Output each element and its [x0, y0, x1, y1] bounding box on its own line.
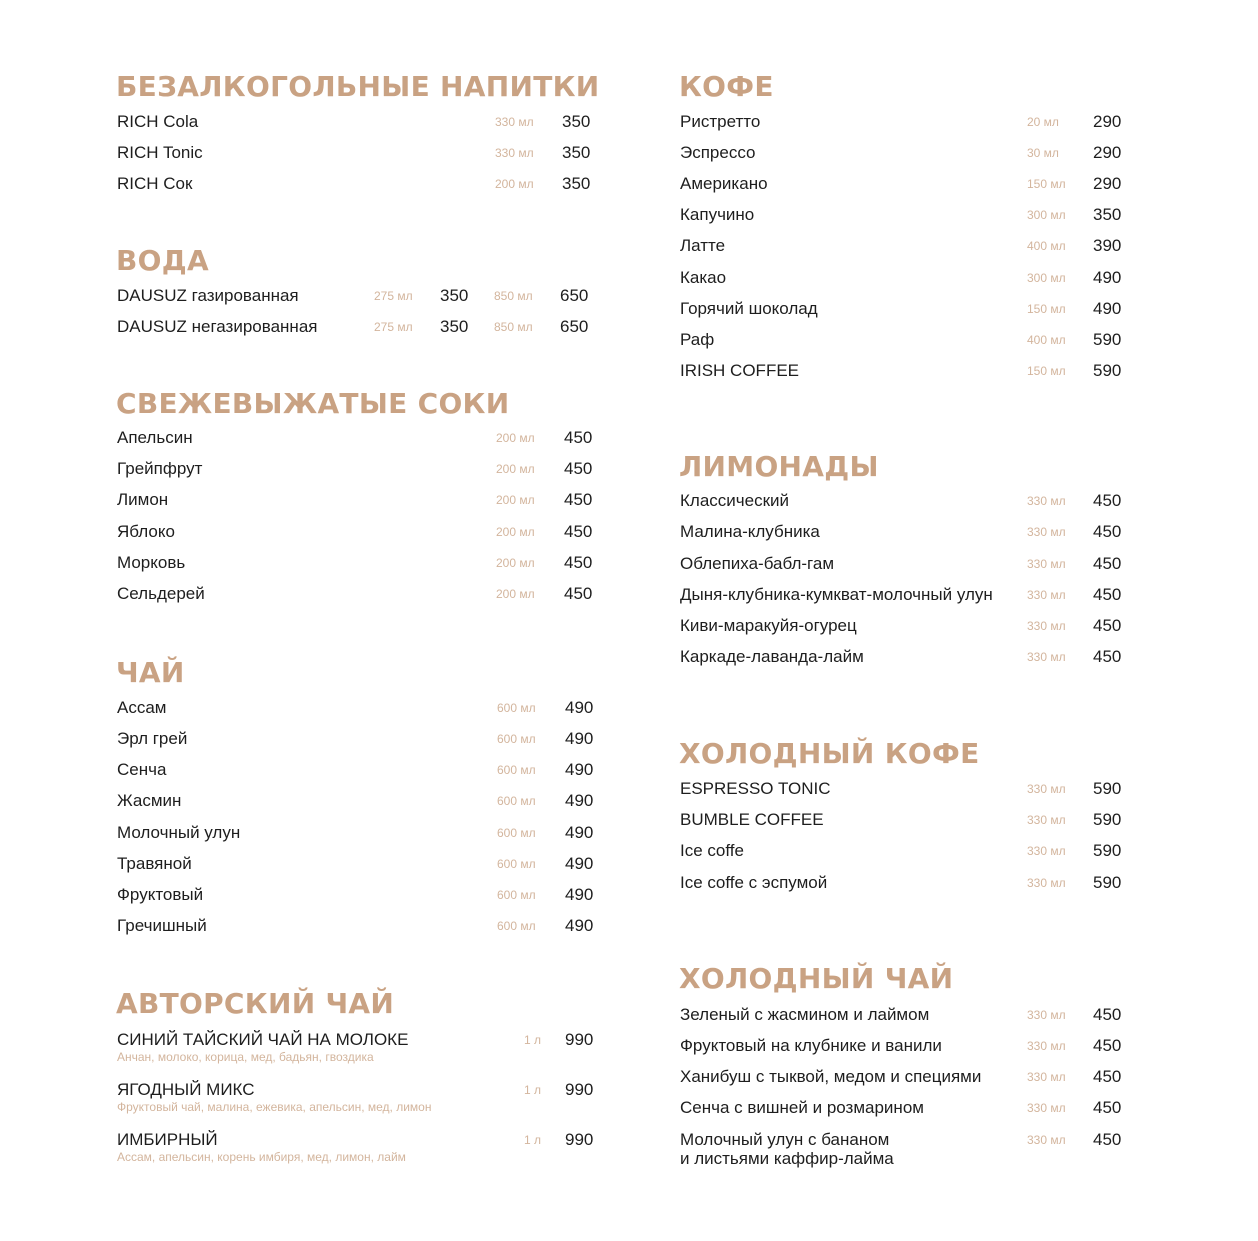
menu-item — [117, 583, 597, 607]
item-name: Раф — [680, 330, 715, 349]
item-name: Зеленый с жасмином и лаймом — [680, 1005, 930, 1024]
section-title-lemonades: ЛИМОНАДЫ — [679, 450, 879, 483]
item-volume: 600 мл — [497, 919, 536, 933]
item-price: 450 — [1093, 1098, 1122, 1117]
item-name: DAUSUZ газированная — [117, 286, 299, 305]
item-volume: 150 мл — [1027, 177, 1066, 191]
item-volume: 600 мл — [497, 763, 536, 777]
item-price: 590 — [1093, 779, 1122, 798]
item-volume: 330 мл — [1027, 619, 1066, 633]
menu-item — [117, 427, 597, 451]
item-name: Ристретто — [680, 112, 761, 131]
item-name: Ассам — [117, 698, 167, 717]
item-price: 590 — [1093, 330, 1122, 349]
item-price: 490 — [565, 885, 594, 904]
menu-item — [117, 915, 597, 939]
item-price: 990 — [565, 1080, 594, 1099]
item-volume: 200 мл — [495, 177, 534, 191]
item-name: Грейпфрут — [117, 459, 203, 478]
item-name: Капучино — [680, 205, 755, 224]
item-price: 450 — [564, 553, 593, 572]
item-price: 350 — [562, 112, 591, 131]
menu-item — [117, 142, 597, 166]
item-volume: 330 мл — [495, 146, 534, 160]
item-volume-large: 850 мл — [494, 289, 533, 303]
menu-item — [680, 111, 1140, 135]
item-name: Ханибуш с тыквой, медом и специями — [680, 1067, 982, 1086]
item-volume: 300 мл — [1027, 271, 1066, 285]
menu-item — [680, 646, 1140, 670]
menu-item — [680, 809, 1140, 833]
item-price: 450 — [1093, 647, 1122, 666]
item-volume: 600 мл — [497, 732, 536, 746]
menu-item — [680, 204, 1140, 228]
item-volume: 330 мл — [1027, 1039, 1066, 1053]
item-name: DAUSUZ негазированная — [117, 317, 318, 336]
item-volume: 330 мл — [1027, 1133, 1066, 1147]
menu-item — [117, 521, 597, 545]
item-name: IRISH COFFEE — [680, 361, 800, 380]
section-title-cold-coffee: ХОЛОДНЫЙ КОФЕ — [679, 737, 980, 770]
item-description: Анчан, молоко, корица, мед, бадьян, гвоздика — [117, 1050, 374, 1064]
item-volume: 1 л — [524, 1133, 542, 1147]
item-price: 350 — [1093, 205, 1122, 224]
item-price: 490 — [1093, 299, 1122, 318]
item-name: Жасмин — [117, 791, 182, 810]
menu-item — [117, 1129, 597, 1169]
menu-item — [680, 490, 1140, 514]
item-name: Классический — [680, 491, 790, 510]
menu-item — [117, 458, 597, 482]
menu-item — [680, 1035, 1140, 1059]
item-volume: 330 мл — [1027, 650, 1066, 664]
menu-item — [117, 728, 597, 752]
menu-item — [680, 329, 1140, 353]
item-price: 450 — [564, 522, 593, 541]
item-volume: 1 л — [524, 1033, 542, 1047]
item-name: Апельсин — [117, 428, 193, 447]
item-name: Горячий шоколад — [680, 299, 818, 318]
menu-item — [117, 552, 597, 576]
item-volume: 600 мл — [497, 701, 536, 715]
section-title-tea: ЧАЙ — [116, 656, 185, 689]
item-name: Лимон — [117, 490, 169, 509]
item-price: 450 — [564, 428, 593, 447]
item-price: 390 — [1093, 236, 1122, 255]
menu-item — [680, 298, 1140, 322]
item-volume: 200 мл — [496, 525, 535, 539]
menu-item — [117, 822, 597, 846]
item-name: Американо — [680, 174, 768, 193]
item-volume: 200 мл — [496, 493, 535, 507]
item-price: 490 — [565, 854, 594, 873]
item-price: 290 — [1093, 174, 1122, 193]
item-name: ИМБИРНЫЙ — [117, 1130, 218, 1149]
menu-item — [117, 316, 597, 340]
item-name: Ice coffe — [680, 841, 744, 860]
item-volume: 200 мл — [496, 556, 535, 570]
menu-item — [680, 235, 1140, 259]
item-description: Фруктовый чай, малина, ежевика, апельсин, мед, лимон — [117, 1100, 432, 1114]
item-volume: 330 мл — [1027, 1101, 1066, 1115]
menu-item — [680, 584, 1140, 608]
item-name: Сенча с вишней и розмарином — [680, 1098, 924, 1117]
menu-item — [680, 872, 1140, 896]
menu-item — [680, 778, 1140, 802]
item-volume: 330 мл — [1027, 876, 1066, 890]
item-volume: 600 мл — [497, 826, 536, 840]
item-price: 450 — [1093, 522, 1122, 541]
menu-item — [117, 884, 597, 908]
item-price: 290 — [1093, 112, 1122, 131]
item-name: Ice coffe с эспумой — [680, 873, 828, 892]
item-price: 450 — [564, 490, 593, 509]
item-name: СИНИЙ ТАЙСКИЙ ЧАЙ НА МОЛОКЕ — [117, 1030, 409, 1049]
item-name: Дыня-клубника-кумкват-молочный улун — [680, 585, 993, 604]
item-price: 990 — [565, 1030, 594, 1049]
item-name: RICH Сок — [117, 174, 193, 193]
section-title-soft-drinks: БЕЗАЛКОГОЛЬНЫЕ НАПИТКИ — [116, 70, 600, 103]
item-price: 450 — [1093, 491, 1122, 510]
item-volume: 400 мл — [1027, 239, 1066, 253]
item-name: Морковь — [117, 553, 186, 572]
item-volume: 600 мл — [497, 888, 536, 902]
section-title-coffee: КОФЕ — [679, 70, 774, 103]
item-volume: 20 мл — [1027, 115, 1059, 129]
item-volume: 330 мл — [1027, 844, 1066, 858]
item-price: 450 — [1093, 554, 1122, 573]
item-price: 450 — [1093, 1067, 1122, 1086]
item-volume: 330 мл — [1027, 588, 1066, 602]
item-price: 450 — [1093, 585, 1122, 604]
item-name-line2: и листьями каффир-лайма — [680, 1149, 894, 1168]
item-volume: 1 л — [524, 1083, 542, 1097]
item-price: 450 — [564, 584, 593, 603]
item-price: 990 — [565, 1130, 594, 1149]
item-name: Молочный улун с бананом — [680, 1130, 890, 1149]
item-volume: 30 мл — [1027, 146, 1059, 160]
item-name: Сельдерей — [117, 584, 205, 603]
item-volume: 200 мл — [496, 431, 535, 445]
item-volume: 330 мл — [1027, 813, 1066, 827]
menu-item — [680, 360, 1140, 384]
item-name: Яблоко — [117, 522, 175, 541]
item-volume: 600 мл — [497, 794, 536, 808]
item-volume: 150 мл — [1027, 364, 1066, 378]
menu-item — [117, 697, 597, 721]
item-name: Эспрессо — [680, 143, 756, 162]
item-volume: 150 мл — [1027, 302, 1066, 316]
item-price: 350 — [562, 174, 591, 193]
item-price: 490 — [565, 760, 594, 779]
item-price: 490 — [565, 791, 594, 810]
menu-item — [680, 267, 1140, 291]
item-volume-small: 275 мл — [374, 289, 413, 303]
item-volume: 300 мл — [1027, 208, 1066, 222]
item-price: 490 — [565, 916, 594, 935]
menu-item — [680, 1129, 1140, 1173]
menu-item — [680, 1066, 1140, 1090]
menu-item — [680, 840, 1140, 864]
item-name: Малина-клубника — [680, 522, 820, 541]
item-name: Молочный улун — [117, 823, 241, 842]
menu-item — [117, 853, 597, 877]
section-title-signature-tea: АВТОРСКИЙ ЧАЙ — [116, 987, 395, 1020]
item-description: Ассам, апельсин, корень имбиря, мед, лимон, лайм — [117, 1150, 406, 1164]
item-price: 490 — [565, 698, 594, 717]
item-volume: 330 мл — [1027, 557, 1066, 571]
item-price: 490 — [565, 729, 594, 748]
item-price-small: 350 — [440, 317, 469, 336]
item-price: 590 — [1093, 841, 1122, 860]
menu-item — [680, 173, 1140, 197]
item-name: ЯГОДНЫЙ МИКС — [117, 1080, 255, 1099]
item-price: 490 — [1093, 268, 1122, 287]
item-price: 590 — [1093, 810, 1122, 829]
item-volume-large: 850 мл — [494, 320, 533, 334]
menu-item — [680, 553, 1140, 577]
item-name: Травяной — [117, 854, 192, 873]
item-volume: 330 мл — [1027, 494, 1066, 508]
item-price: 590 — [1093, 873, 1122, 892]
item-price-large: 650 — [560, 286, 589, 305]
section-title-water: ВОДА — [116, 244, 209, 277]
item-name: Фруктовый на клубнике и ванили — [680, 1036, 942, 1055]
item-name: ESPRESSO TONIC — [680, 779, 831, 798]
menu-item — [680, 521, 1140, 545]
menu-item — [117, 285, 597, 309]
menu-item — [680, 1004, 1140, 1028]
menu-item — [117, 1029, 597, 1069]
item-price-small: 350 — [440, 286, 469, 305]
menu-item — [117, 1079, 597, 1119]
item-price: 450 — [1093, 1036, 1122, 1055]
menu-item — [117, 759, 597, 783]
menu-item — [680, 615, 1140, 639]
item-price-large: 650 — [560, 317, 589, 336]
item-name: RICH Cola — [117, 112, 199, 131]
item-volume: 600 мл — [497, 857, 536, 871]
item-volume: 330 мл — [1027, 525, 1066, 539]
item-name: Эрл грей — [117, 729, 188, 748]
item-name: Облепиха-бабл-гам — [680, 554, 835, 573]
menu-item — [117, 111, 597, 135]
item-name: Латте — [680, 236, 726, 255]
item-name: Фруктовый — [117, 885, 204, 904]
menu-item — [117, 489, 597, 513]
item-volume: 200 мл — [496, 462, 535, 476]
item-price: 450 — [1093, 1130, 1122, 1149]
item-price: 450 — [1093, 616, 1122, 635]
item-volume: 330 мл — [1027, 782, 1066, 796]
item-price: 590 — [1093, 361, 1122, 380]
item-volume: 200 мл — [496, 587, 535, 601]
menu-item — [680, 142, 1140, 166]
item-volume-small: 275 мл — [374, 320, 413, 334]
section-title-cold-tea: ХОЛОДНЫЙ ЧАЙ — [679, 962, 954, 995]
menu-item — [117, 790, 597, 814]
item-price: 490 — [565, 823, 594, 842]
section-title-juices: СВЕЖЕВЫЖАТЫЕ СОКИ — [116, 387, 510, 420]
item-name: Каркаде-лаванда-лайм — [680, 647, 864, 666]
item-volume: 400 мл — [1027, 333, 1066, 347]
item-name: BUMBLE COFFEE — [680, 810, 824, 829]
item-price: 450 — [564, 459, 593, 478]
item-name: Сенча — [117, 760, 167, 779]
item-price: 450 — [1093, 1005, 1122, 1024]
item-name: Киви-маракуйя-огурец — [680, 616, 857, 635]
item-volume: 330 мл — [495, 115, 534, 129]
item-price: 350 — [562, 143, 591, 162]
item-name: RICH Tonic — [117, 143, 203, 162]
menu-item — [680, 1097, 1140, 1121]
item-name: Какао — [680, 268, 727, 287]
item-volume: 330 мл — [1027, 1070, 1066, 1084]
item-price: 290 — [1093, 143, 1122, 162]
item-name: Гречишный — [117, 916, 207, 935]
menu-item — [117, 173, 597, 197]
item-volume: 330 мл — [1027, 1008, 1066, 1022]
